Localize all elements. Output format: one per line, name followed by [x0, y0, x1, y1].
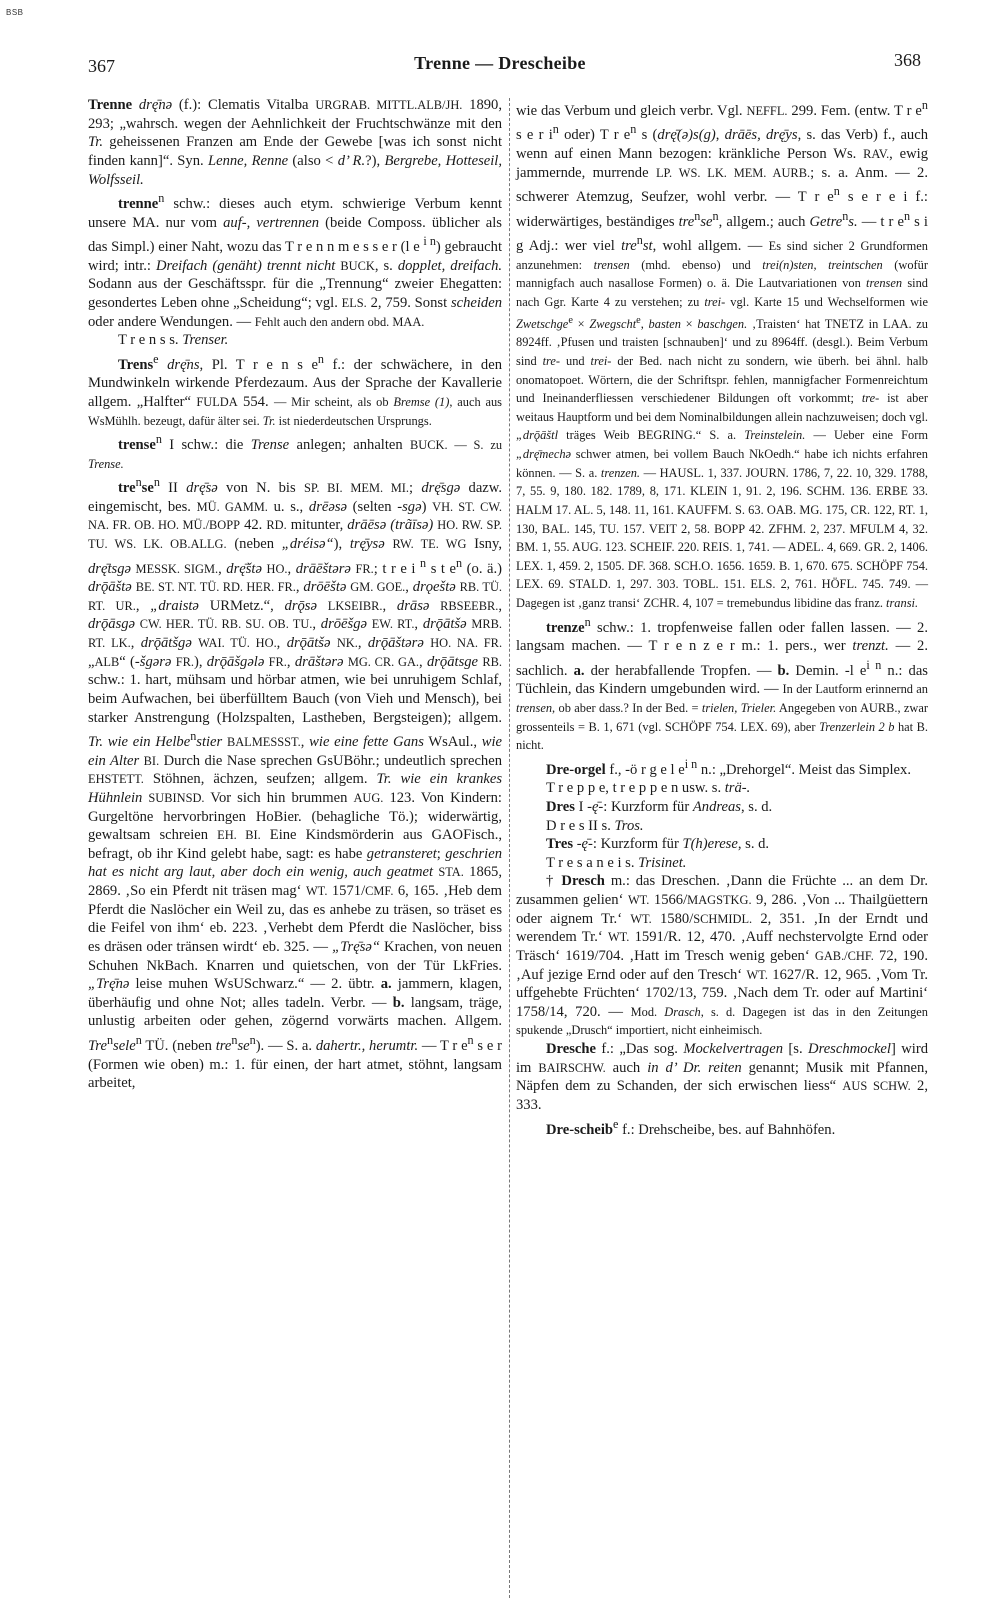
left-column [88, 96, 502, 1093]
dictionary-entry: trense$^n$ I schw.: die Trense anlegen; anhalten BUCK. — S. zu Trense. [88, 432, 503, 471]
dictionary-entry: T r e n s s. Trenser. [118, 332, 229, 349]
dictionary-entry: Trenne drę̄nə (f.): Clematis Vitalba URGRAB. MITTL.ALB/JH. 1890, 293; „wahrsch. wegen der Aehnlichkeit der Fruchtschwänze mit den Tr. geheissenen Franzen am Ende der Gewebe [was ich sonst nicht finden kann]“. Syn. Lenne, Renne (also < d’ R.?), Bergrebe, Hotteseil, Wolfsseil. [88, 97, 503, 188]
page-number-left: 367 [88, 56, 115, 76]
dictionary-entry: T r e p p e, t r e p p e n usw. s. trä-. [546, 780, 751, 797]
dictionary-entry: Tres -ę̄-: Kurzform für T(h)erese, s. d. [546, 836, 770, 853]
page-header [0, 50, 1000, 80]
dictionary-entry: Dre-orgel f., -ö r g e l $e^{i n}$ n.: „Drehorgel“. Meist das Simplex. [546, 756, 911, 778]
dictionary-entry: T r e s a n e i s. Trisinet. [546, 854, 687, 871]
dictionary-entry: Dres I -ę̄-: Kurzform für Andreas, s. d. [546, 798, 773, 815]
page-number-right: 368 [894, 50, 921, 70]
dictionary-entry: wie das Verbum und gleich verbr. Vgl. NEFFL. 299. Fem. (entw. T r $e^n$ s e r $i^n$ oder) T r $e^n$ s (drę̄(ə)s(g), drāēs, drę̄ys, s. das Verb) f., auch wenn auf einen Mann bezogen: kränkliche Person Ws. RAV., ewig jammernde, murrende LP. WS. LK. MEM. AURB.; s. a. Anm. — 2. schwerer Atemzug, Seufzer, wohl verbr. — T r $e^n$ s e r e i f.: widerwärtiges, beständiges $tre^nse^n$, allgem.; auch Getre$^n$s. — t r $e^n$ s i g Adj.: wer viel tre$^n$st, wohl allgem. — Es sind sicher 2 Grundformen anzunehmen: trensen (mhd. ebenso) und trei(n)sten, treintschen (wofür mannigfach auch nasallose Formen) o. ä. Die Lautvariationen von trensen sind nach Ggr. Karte 4 zu verstehen; zu trei- vgl. Karte 15 und Wechselformen wie Zwetschge$^e$ × Zwegscht$^e$, basten × baschgen. ‚Traisten‘ hat TNETZ in LAA. zu 8924ff. ‚Pfusen und traisten [schnauben]‘ und zu 8964ff. (desgl.). Beim Verbum sind tre- und trei- der Bed. nach nicht zu sondern, wie überh. bei ähnl. halb onomatopoet. Wörtern, die der Schriftspr. fehlen, mannigfacher Formenreichtum und Ineinanderfliessen verschiedener Bildungen oft vorkommt; tre- ist aber weitaus Hauptform und bei dem Nominalbildungen allein nachzuweisen; doch vgl. „drǭāštl träges Weib BEGRING.“ S. a. Treinstelein. — Ueber eine Form „drę̄mechə schwer atmen, bei vollem Bauch NkOedh.“ habe ich nichts erfahren können. — S. a. trenzen. — HAUSL. 1, 337. JOURN. 1786, 7, 22. 10, 329. 1788, 7, 55. 9, 180. 182. 1789, 8, 171. KLEIN 1, 91. 2, 196. SCHM. 136. ERBE 33. HALM 17. AL. 5, 148. 11, 161. KAUFFM. S. 63. OAB. MG. 175, CR. 122, RT. 1, 130, BAL. 145, TU. 157. VEIT 2, 58. BOPP 42. ZFHM. 2, 237. MFULM 4, 32. BM. 1, 55. AUG. 123. SCHEIF. 220. REIS. 1, 741. — ADEL. 4, 669. GR. 2, 1406. LEX. 1, 459. 2, 1505. DF. 368. SCH.O. 1656. 1659. B. 1, 670. 675. SCHÖPF 754. LEX. 69. STALD. 1, 297. 303. TOBL. 151. ELS. 2, 761. HÖFL. 745. 749. — Dagegen ist ‚ganz transi‘ ZCHR. 4, 107 = tremebundus libidine das franz. transi. [516, 98, 929, 611]
column-divider [509, 98, 510, 1598]
dictionary-entry: D r e s II s. Tros. [546, 817, 644, 834]
right-column [516, 96, 928, 1139]
dictionary-entry: † Dresch m.: das Dreschen. ‚Dann die Früchte ... an dem Dr. zusammen gelien‘ WT. 1566/MAGSTKG. 9, 286. ‚Von ... Thailgüettern oder aignem Tr.‘ WT. 1580/SCHMIDL. 2, 351. ‚In der Erndt und werendem Tr.‘ WT. 1591/R. 12, 470. ‚Auff nechstervolgte Ernd oder Träsch‘ 1619/704. ‚Hatt im Tresch wenig geben‘ GAB./CHF. 72, 190. ‚Auf jezige Ernd oder auf den Tresch‘ WT. 1627/R. 12, 965. ‚Vom Tr. uffgehebte Früchten‘ 1702/13, 759. ‚Nach dem Tr. oder auf Martini‘ 1758/14, 720. — Mod. Drasch, s. d. Dagegen ist das in den Zeitungen spukende „Drusch“ importiert, nicht einheimisch. [516, 873, 929, 1038]
dictionary-entry: trenze$^n$ schw.: 1. tropfenweise fallen oder fallen lassen. — 2. langsam machen. — T r e n z e r m.: 1. pers., wer trenzt. — 2. sachlich. a. der herabfallende Tropfen. — b. Demin. -l $e^{i n}$ n.: das Tüchlein, das Kindern umgebunden wird. — In der Lautform erinnernd an trensen, ob aber dass.? In der Bed. = trielen, Trieler. Angegeben von AURB., zwar grossenteils = B. 1, 671 (vgl. SCHÖPF 754. LEX. 69), aber Trenzerlein 2 b hat B. nicht. [516, 614, 929, 753]
dictionary-entry: trenne$^n$ schw.: dieses auch etym. schwierige Verbum kennt unsere MA. nur vom auf-, vertrennen (beide Composs. üblicher als das Simpl.) einer Naht, wozu das T r e n n m e s s e r (l e $^{i n}$) gebraucht wird; intr.: Dreifach (genäht) trennt nicht BUCK, s. dopplet, dreifach. Sodann aus der Geschäftsspr. für die „Trennung“ zweier Ehegatten: gesondertes Leben ohne „Scheidung“; vgl. ELS. 2, 759. Sonst scheiden oder andere Wendungen. — Fehlt auch den andern obd. MAA. [88, 191, 503, 330]
dictionary-entry: Dre-scheib$^e$ f.: Drehscheibe, bes. auf Bahnhöfen. [546, 1116, 836, 1138]
dictionary-entry: Trens$^e$ drę̄ns, Pl. T r e n s $e^n$ f.: der schwächere, in den Mundwinkeln wirkende Pferdezaum. Aus der Sprache der Kavallerie allgem. „Halfter“ FULDA 554. — Mir scheint, als ob Bremse (1), auch aus WsMühlh. bezeugt, dafür älter sei. Tr. ist niederdeutschen Ursprungs. [88, 351, 502, 428]
library-stamp: BSB [6, 8, 24, 17]
running-title: Trenne — Drescheibe [414, 53, 586, 73]
dictionary-entry: $tre^nse^n$ II drę̄sə von N. bis SP. BI. MEM. MI.; drę̄sgə dazw. eingemischt, bes. MÜ. GAMM. u. s., drēəsə (selten -sgə) VH. ST. CW. NA. FR. OB. HO. MÜ./BOPP 42. RD. mitunter, drāēsə (trãīsə) HO. RW. SP. TU. WS. LK. OB.ALLG. (neben „dréisə“), trę̄ysə RW. TE. WG Isny, drę̄tsgə MESSK. SIGM., drę̄štə HO., drāēštərə FR.; t r e i $^n$ s t $e^n$ (o. ä.) drǭāštə BE. ST. NT. TÜ. RD. HER. FR., drōēštə GM. GOE., drǫeštə RB. TÜ. RT. UR., „draistə URMetz.“, drǭsə LKSEIBR., drāsə RBSEEBR., drǭāsgə CW. HER. TÜ. RB. SU. OB. TU., drōēšgə EW. RT., drǭātšə MRB. RT. LK., drǭātšgə WAI. TÜ. HO., drǭātšə NK., drǭāštərə HO. NA. FR. „ALB“ (-šgərə FR.), drǭāšgələ FR., drāštərə MG. CR. GA., drǭātsge RB. schw.: 1. hart, mühsam und hörbar atmen, wie bei unruhigem Schlaf, beim Aufwachen, bei überfülltem Bauch (von Vieh und Mensch), bei starker Anstrengung (Holzspalten, Lastheben, Bergsteigen); allgem. Tr. wie ein Helbe$^n$stier BALMESSST., wie eine fette Gans WsAul., wie ein Alter BI. Durch die Nase sprechen GsUBöhr.; undeutlich sprechen EHSTETT. Stöhnen, ächzen, seufzen; allgem. Tr. wie ein krankes Hühnlein SUBINSD. Vor sich hin brummen AUG. 123. Von Kindern: Gurgeltöne hervorbringen HoBier. (behagliche Tö.); widerwärtig, gewaltsam schreien EH. BI. Eine Kindsmörderin aus GAOFisch., befragt, ob ihr Kind gelebt habe, sagt: es habe getransteret; geschrien hat es nicht arg laut, aber doch ein wenig, auch geatmet STA. 1865, 2869. ‚So ein Pferdt nit träsen mag‘ WT. 1571/CMF. 6, 165. ‚Heb dem Pferdt die Naslöcher ein Weil zu, das es anhebe zu träsen, so träset es die Feifel von ihm‘ eb. 223. ‚Verhebt dem Pferdt die Naslöcher, biss es dräsen oder tränsen wirdt‘ eb. 325. — „Trę̄sə“ Krachen, von neuen Schuhen NkBach. Knarren und quietschen, von der Tür LkFries. „Trę̄nə leise muhen WsUSchwarz.“ — 2. übtr. a. jammern, klagen, überhäufig und ohne Not; alles tadeln. Verbr. — b. langsam, träge, unlustig arbeiten oder gehen, zögernd vorwärts machen. Allgem. Tre$^n$sele$^n$ TÜ. (neben $tre^nse^n$). — S. a. dahertr., herumtr. — T r $e^n$ s e r (Formen wie oben) m.: 1. für einen, der hart atmet, stöhnt, langsam arbeitet, [88, 475, 503, 1092]
dictionary-entry: Dresche f.: „Das sog. Mockelvertragen [s. Dreschmockel] wird im BAIRSCHW. auch in d’ Dr. reiten genannt; Musik mit Pfannen, Näpfen dem zu Schanden, der sich erwischen liess“ AUS SCHW. 2, 333. [516, 1041, 928, 1113]
